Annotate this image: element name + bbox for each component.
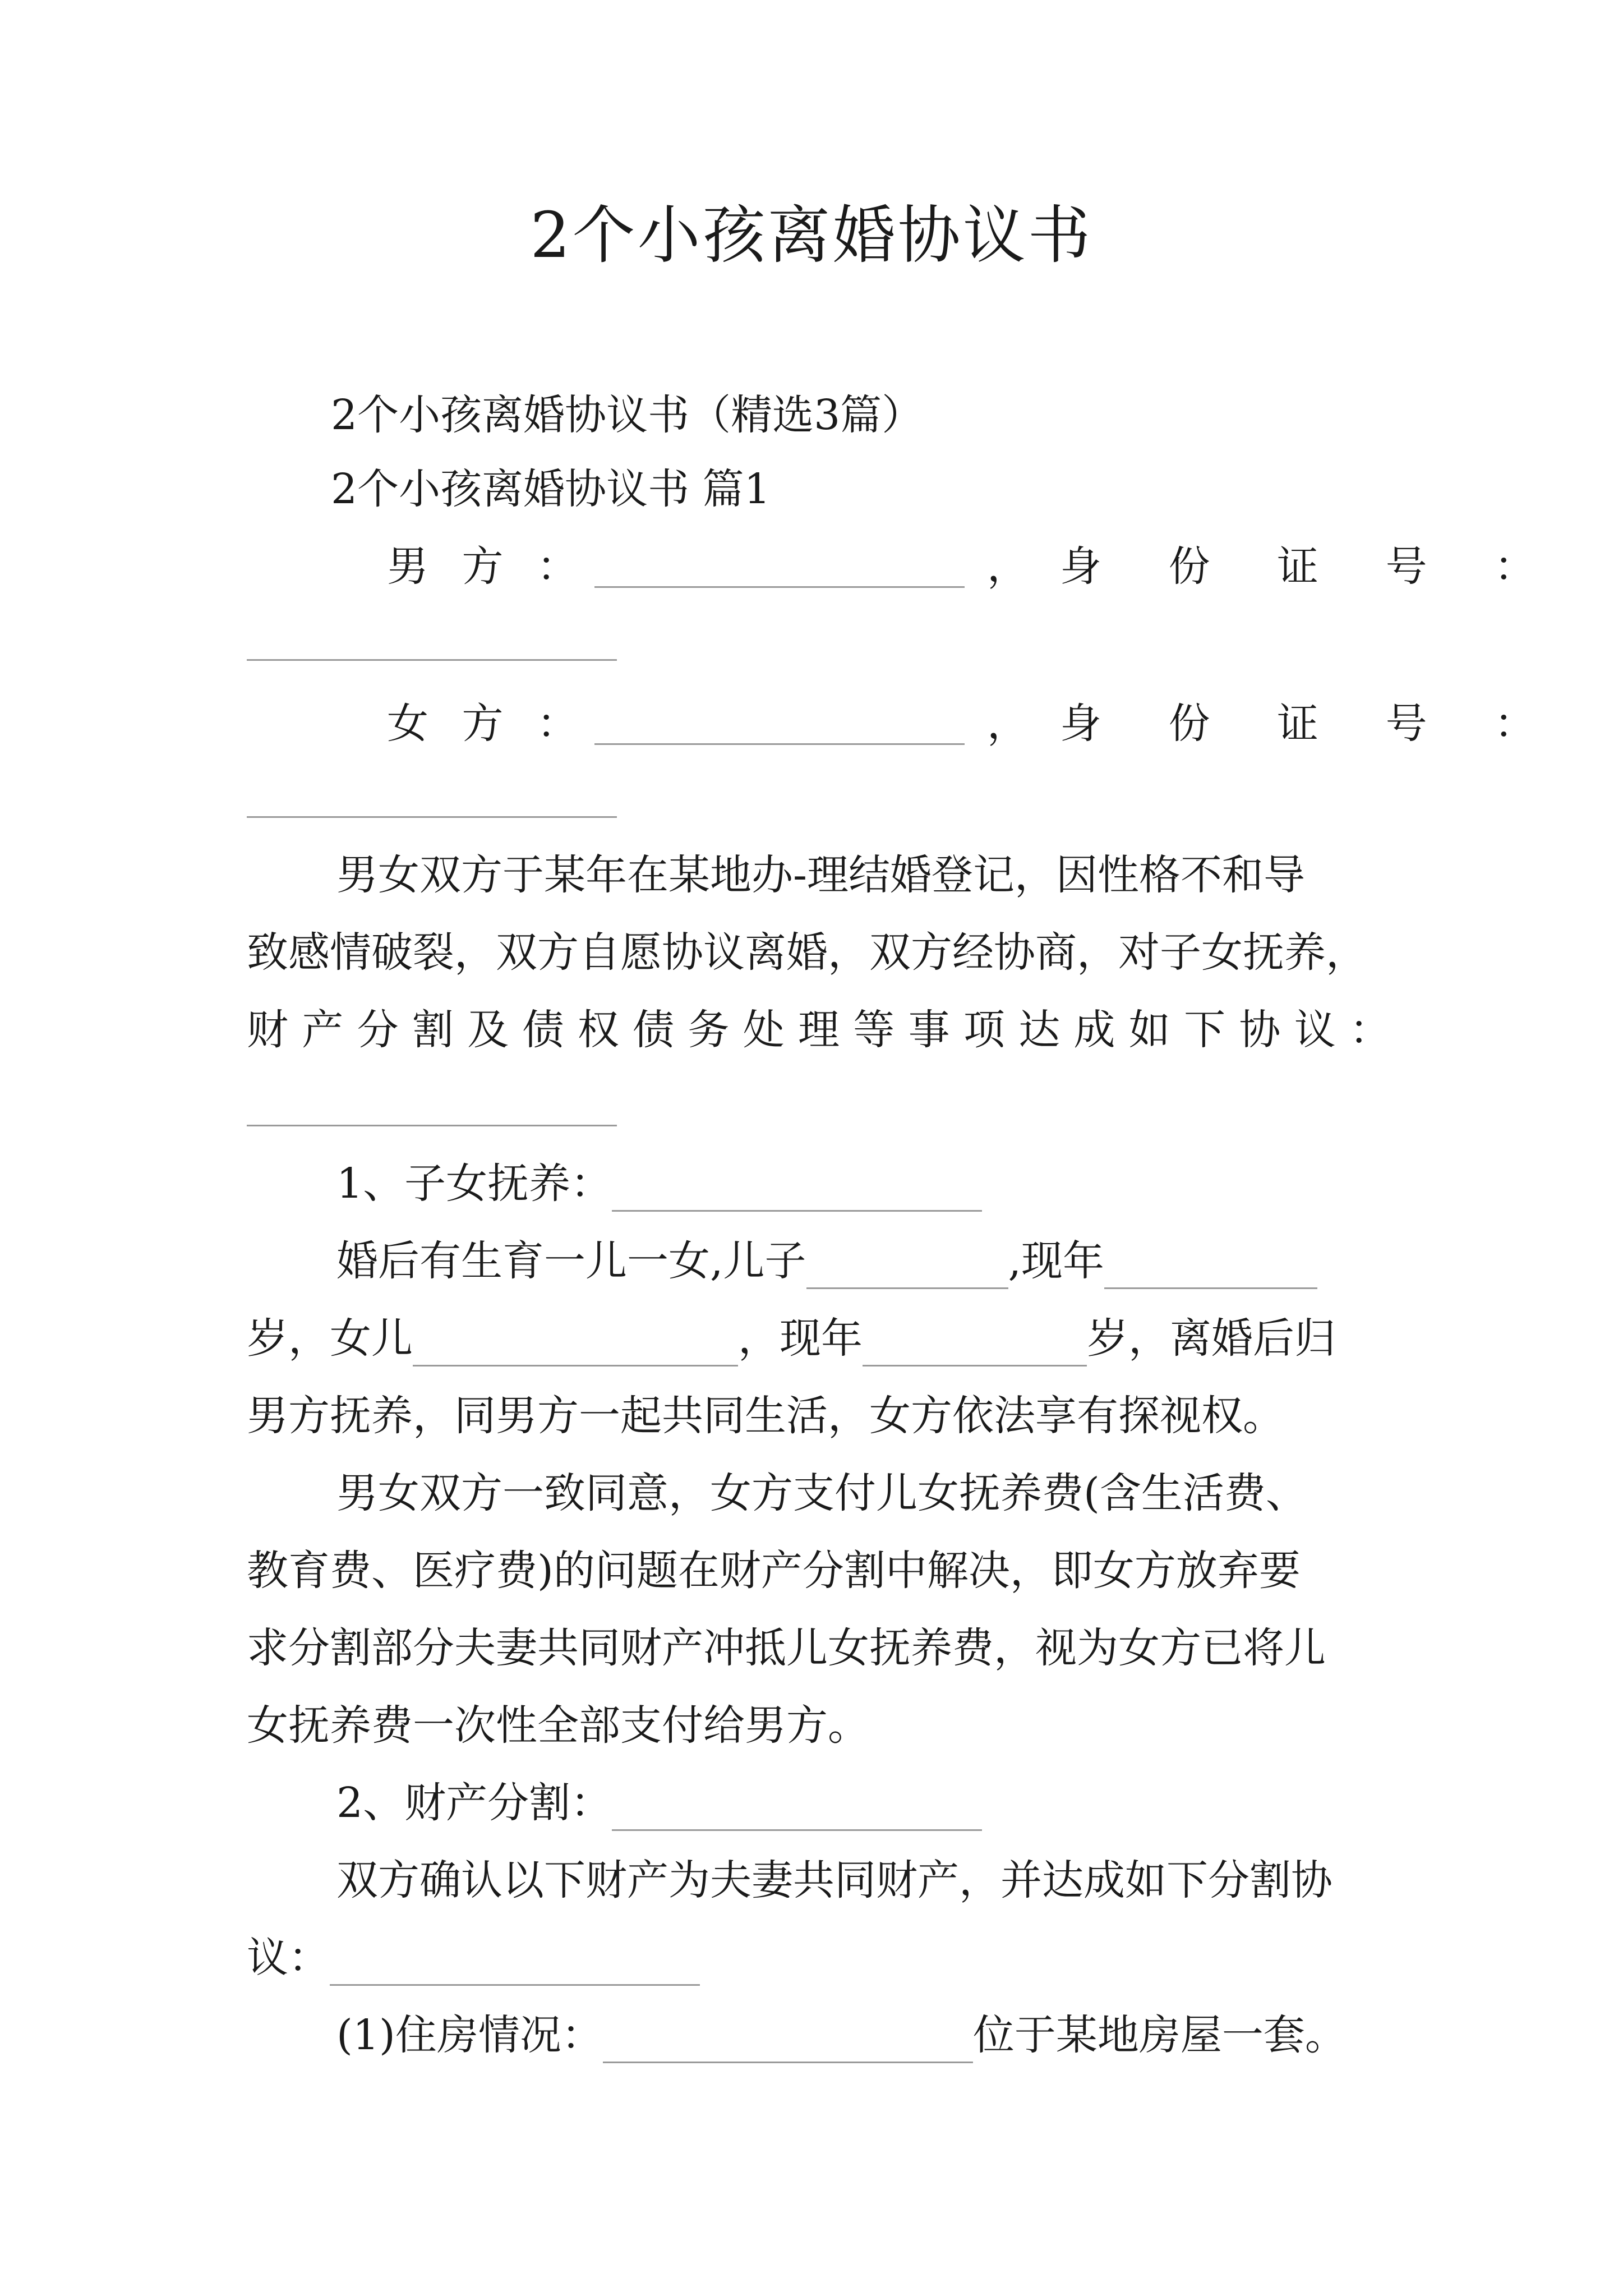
housing-blank bbox=[603, 2017, 973, 2063]
daughter-name-blank bbox=[413, 1320, 738, 1366]
son-name-blank bbox=[806, 1243, 1008, 1289]
male-id-label: 身 份 证 号 ： bbox=[1060, 542, 1563, 591]
intro-blank bbox=[247, 1125, 617, 1126]
housing-label: (1)住房情况： bbox=[336, 2011, 603, 2059]
intro-line-2: 致感情破裂，双方自愿协议离婚，双方经协商，对子女抚养， bbox=[247, 928, 1367, 977]
item2-label: 2、财产分割： bbox=[336, 1779, 612, 1827]
support-line-4: 女抚养费一次性全部支付给男方。 bbox=[247, 1701, 869, 1750]
child-line-3: 男方抚养，同男方一起共同生活，女方依法享有探视权。 bbox=[247, 1392, 1284, 1440]
male-name-blank bbox=[594, 586, 965, 588]
male-id-blank bbox=[247, 659, 617, 661]
female-name-blank bbox=[594, 743, 965, 745]
subtitle: 2个小孩离婚协议书（精选3篇） bbox=[331, 391, 924, 439]
female-id-blank bbox=[247, 816, 617, 818]
housing-row bbox=[336, 2007, 1481, 2063]
support-line-1: 男女双方一致同意，女方支付儿女抚养费(含生活费、 bbox=[336, 1469, 1307, 1517]
child-line-2b: ，现年 bbox=[738, 1314, 863, 1363]
son-age-blank bbox=[1104, 1243, 1317, 1289]
female-comma: ， bbox=[987, 700, 1029, 748]
intro-line-1: 男女双方于某年在某地办-理结婚登记，因性格不和导 bbox=[336, 851, 1306, 899]
female-label: 女 方 ： bbox=[387, 700, 589, 748]
item1-row bbox=[336, 1156, 1481, 1212]
section-heading: 2个小孩离婚协议书 篇1 bbox=[331, 465, 771, 513]
child-line-2a: 岁，女儿 bbox=[247, 1314, 413, 1363]
property-line-2-text: 议： bbox=[247, 1934, 330, 1982]
item2-row bbox=[336, 1775, 1481, 1831]
item1-blank bbox=[612, 1165, 982, 1212]
document-title: 2个小孩离婚协议书 bbox=[530, 199, 1093, 272]
property-line-1: 双方确认以下财产为夫妻共同财产，并达成如下分割协 bbox=[336, 1856, 1332, 1904]
child-line-2 bbox=[247, 1310, 1391, 1366]
child-line-1a: 婚后有生育一儿一女,儿子 bbox=[336, 1237, 806, 1285]
male-label: 男 方 ： bbox=[387, 542, 589, 591]
female-id-label: 身 份 证 号 ： bbox=[1060, 700, 1563, 748]
item1-label: 1、子女抚养： bbox=[336, 1159, 612, 1208]
child-line-2c: 岁，离婚后归 bbox=[1087, 1314, 1336, 1363]
support-line-3: 求分割部分夫妻共同财产冲抵儿女抚养费，视为女方已将儿 bbox=[247, 1624, 1326, 1672]
property-blank bbox=[330, 1939, 700, 1986]
support-line-2: 教育费、医疗费)的问题在财产分割中解决，即女方放弃要 bbox=[247, 1547, 1301, 1595]
male-comma: ， bbox=[987, 542, 1029, 591]
child-line-1b: ,现年 bbox=[1008, 1237, 1105, 1285]
housing-suffix: 位于某地房屋一套。 bbox=[972, 2011, 1347, 2059]
daughter-age-blank bbox=[863, 1320, 1087, 1366]
property-line-2 bbox=[247, 1930, 1391, 1986]
child-line-1 bbox=[336, 1233, 1481, 1289]
intro-line-3: 财产分割及债权债务处理等事项达成如下协议： bbox=[247, 1006, 1391, 1054]
item2-blank bbox=[612, 1784, 982, 1831]
